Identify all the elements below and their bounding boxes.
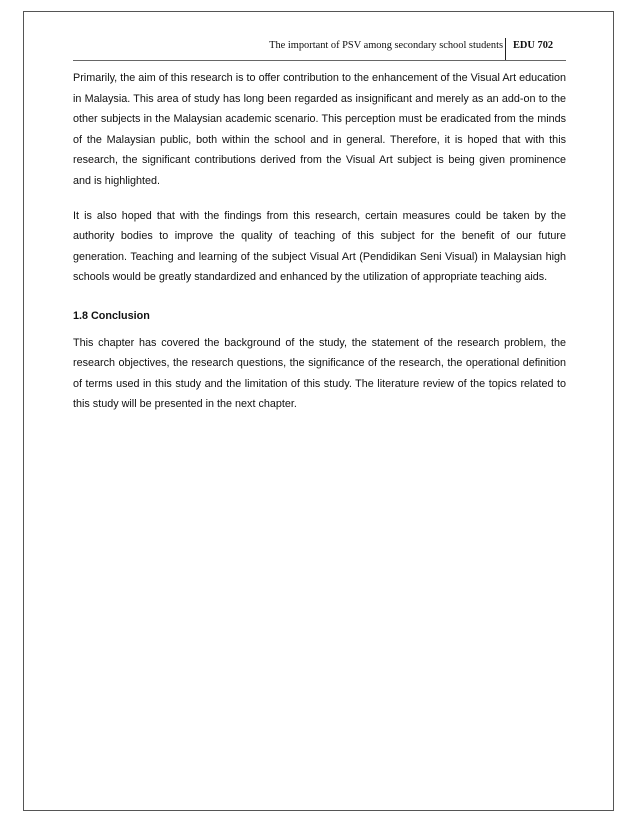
header-course-code: EDU 702 (513, 40, 554, 51)
header-rule-code (505, 60, 566, 61)
header-separator (505, 38, 506, 60)
paragraph: This chapter has covered the background of the study, the statement of the research problem, the research objectives, the research questions, the significance of the research, the operational definition of terms used in this study and the limitation of this study. The literature review of the topics related to this study will be presented in the next chapter. (73, 336, 566, 411)
header-rule (73, 60, 505, 61)
document-body (73, 68, 566, 415)
paragraph: Primarily, the aim of this research is to offer contribution to the enhancement of the Visual Art education in Malaysia. This area of study has long been regarded as insignificant and merely as an add-on to the other subjects in the Malaysian academic scenario. This perception must be eradicated from the minds of the Malaysian public, both within the school and in general. Therefore, it is hoped that with this research, the significant contributions derived from the Visual Art subject is being given prominence and is highlighted. (73, 72, 566, 187)
paragraph: It is also hoped that with the findings from this research, certain measures could be taken by the authority bodies to improve the quality of teaching of this subject for the benefit of our future generation. Teaching and learning of the subject Visual Art (Pendidikan Seni Visual) in Malaysian high schools would be greatly standardized and enhanced by the utilization of appropriate teaching aids. (73, 209, 566, 284)
header-title: The important of PSV among secondary school students (269, 40, 503, 51)
section-heading: 1.8 Conclusion (73, 309, 150, 322)
page-header (0, 38, 566, 60)
